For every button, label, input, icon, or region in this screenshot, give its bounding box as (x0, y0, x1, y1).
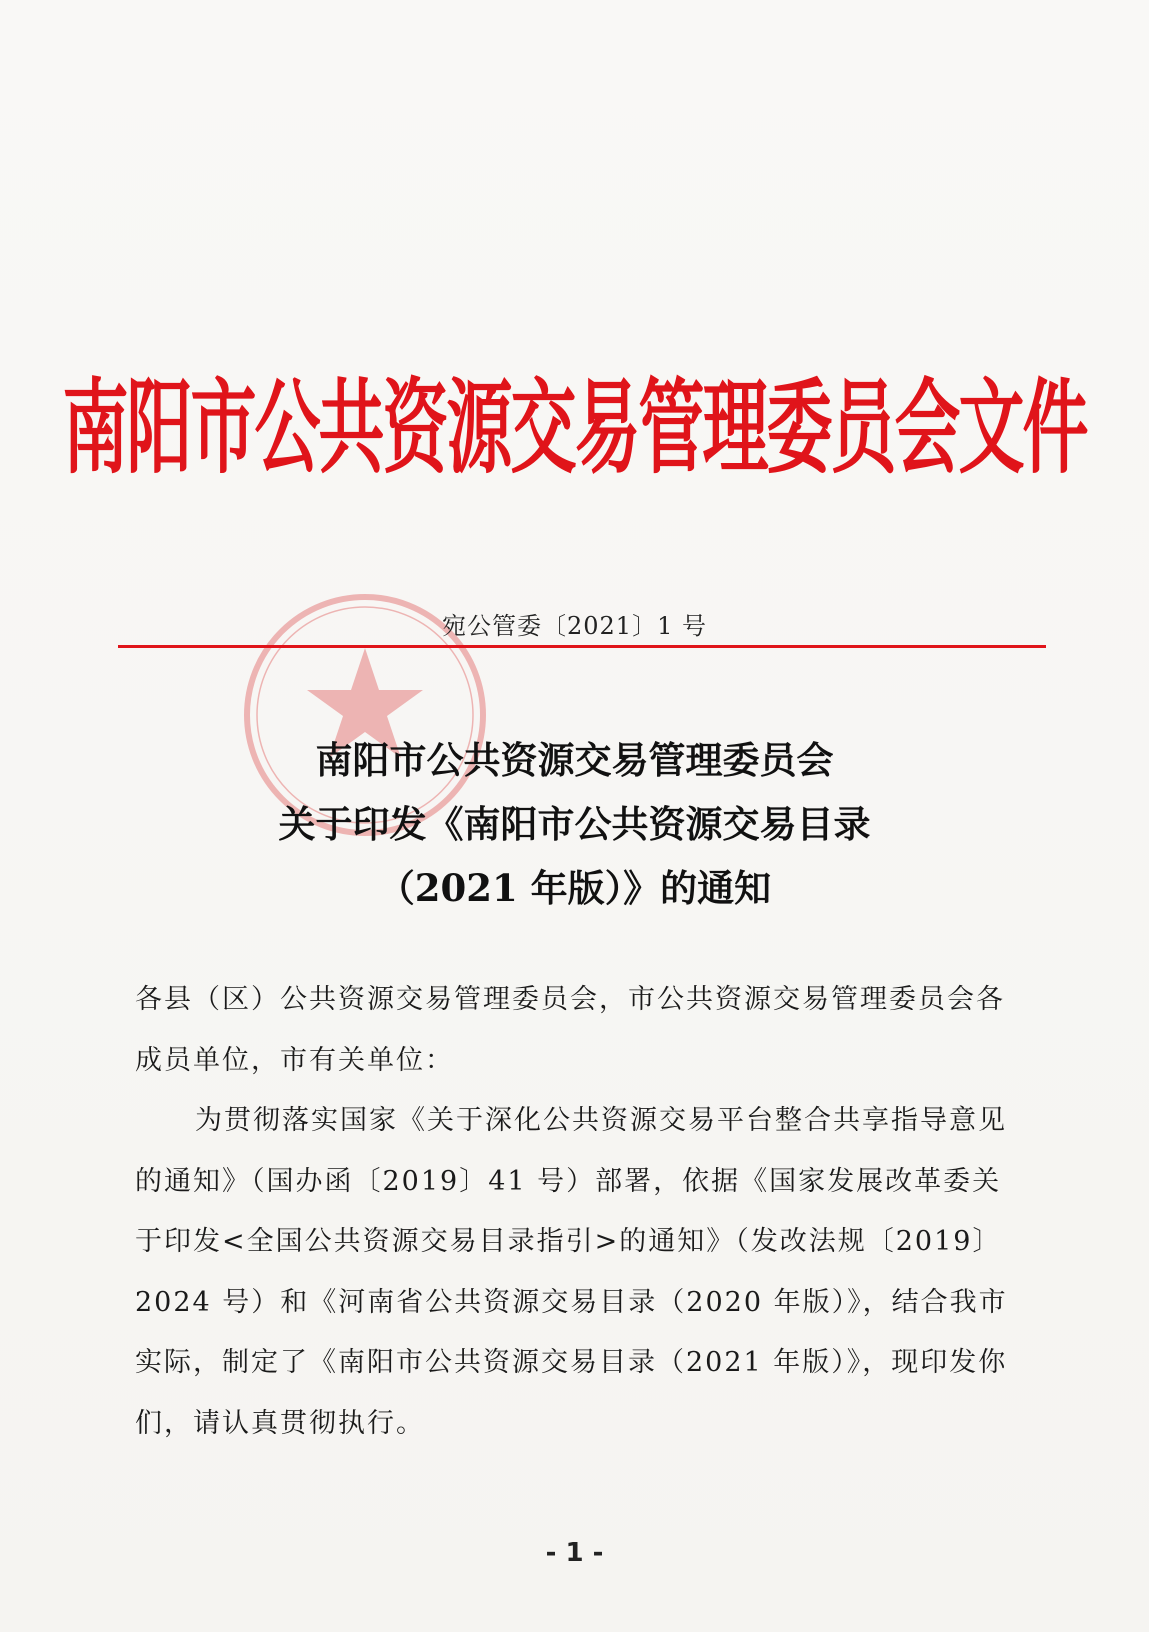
page-number: - 1 - (545, 1538, 604, 1568)
red-divider-line (118, 645, 1046, 648)
body-paragraph: 为贯彻落实国家《关于深化公共资源交易平台整合共享指导意见的通知》（国办函〔2019〕41 号）部署，依据《国家发展改革委关于印发<全国公共资源交易目录指引>的通知》（发改法规〔2019〕2024 号）和《河南省公共资源交易目录（2020 年版）》，结合我市实际，制定了《南阳市公共资源交易目录（2021 年版）》，现印发你们，请认真贯彻执行。 (135, 1105, 1008, 1439)
recipients-paragraph: 各县（区）公共资源交易管理委员会，市公共资源交易管理委员会各成员单位，市有关单位： (135, 984, 1005, 1076)
document-header-title: 南阳市公共资源交易管理委员会文件 (62, 368, 1087, 488)
bleed-through-text (120, 140, 1030, 184)
notice-body (135, 970, 1025, 1454)
notice-title-line-3: （2021 年版）》的通知 (377, 866, 772, 910)
notice-title-line-1: 南阳市公共资源交易管理委员会 (315, 738, 834, 782)
notice-title-line-2: 关于印发《南阳市公共资源交易目录 (278, 802, 871, 846)
document-number: 宛公管委〔2021〕1 号 (442, 612, 707, 640)
notice-title (0, 728, 1149, 920)
